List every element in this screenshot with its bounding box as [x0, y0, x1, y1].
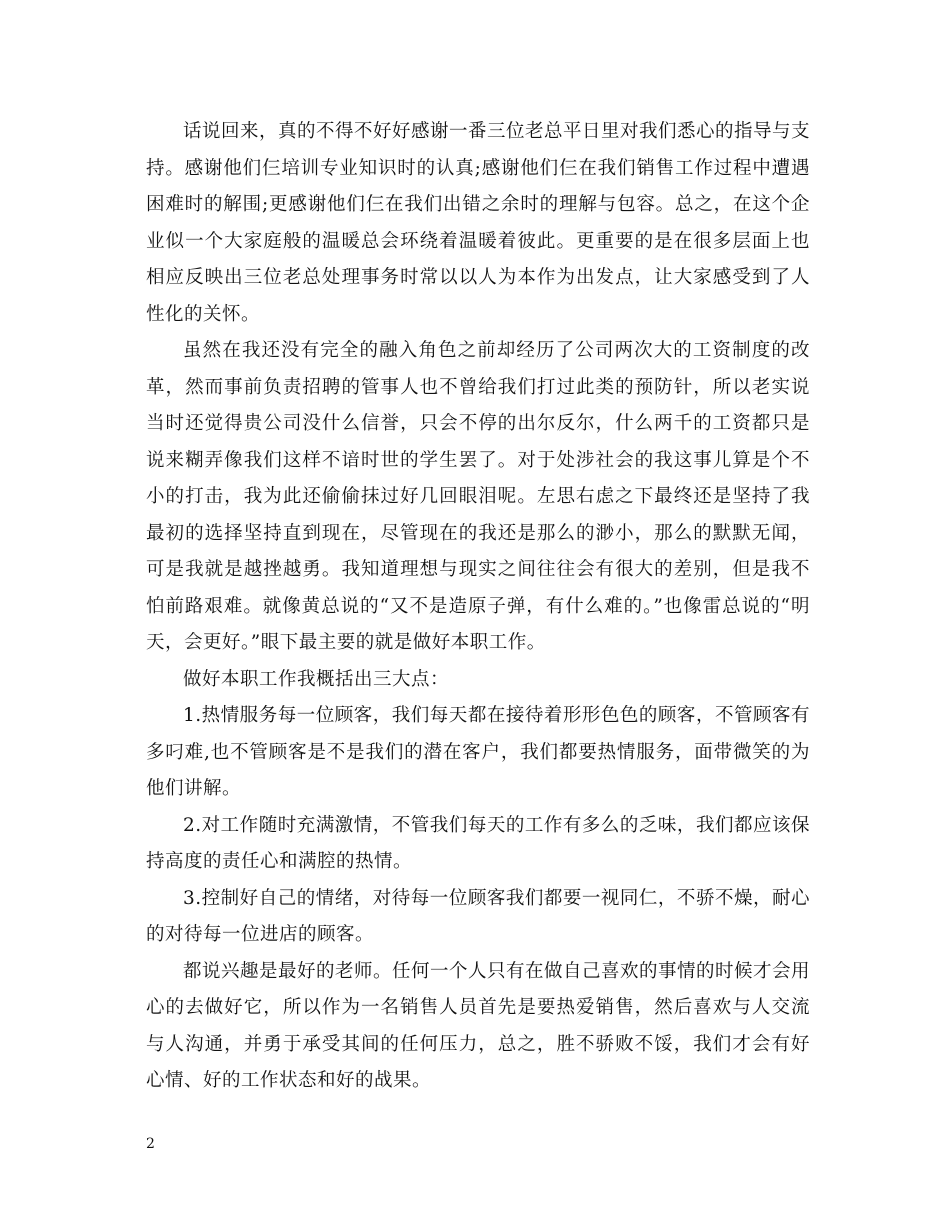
list-item-point-2: 2.对工作随时充满激情，不管我们每天的工作有多么的乏味，我们都应该保持高度的责任心和满腔的热情。 [146, 814, 810, 872]
document-body [146, 114, 810, 1100]
paragraph-three-points-intro: 做好本职工作我概括出三大点： [183, 668, 450, 690]
list-item-point-1: 1.热情服务每一位顾客，我们每天都在接待着形形色色的顾客，不管顾客有多叼难,也不管顾客是不是我们的潜在客户，我们都要热情服务，面带微笑的为他们讲解。 [146, 705, 810, 799]
paragraph-gratitude: 话说回来，真的不得不好好感谢一番三位老总平日里对我们悉心的指导与支持。感谢他们仨培训专业知识时的认真;感谢他们仨在我们销售工作过程中遭遇困难时的解围;更感谢他们仨在我们出错之余时的理解与包容。总之，在这个企业似一个大家庭般的温暖总会环绕着温暖着彼此。更重要的是在很多层面上也相应反映出三位老总处理事务时常以以人为本作为出发点，让大家感受到了人性化的关怀。 [146, 121, 811, 325]
paragraph-interest: 都说兴趣是最好的老师。任何一个人只有在做自己喜欢的事情的时候才会用心的去做好它，所以作为一名销售人员首先是要热爱销售，然后喜欢与人交流与人沟通，并勇于承受其间的任何压力，总之，胜不骄败不馁，我们才会有好心情、好的工作状态和好的战果。 [146, 960, 811, 1091]
list-item-point-3: 3.控制好自己的情绪，对待每一位顾客我们都要一视同仁，不骄不燥，耐心的对待每一位进店的顾客。 [146, 887, 810, 945]
page-number: 2 [146, 1136, 155, 1152]
paragraph-experience: 虽然在我还没有完全的融入角色之前却经历了公司两次大的工资制度的改革，然而事前负责招聘的管事人也不曾给我们打过此类的预防针，所以老实说当时还觉得贵公司没什么信誉，只会不停的出尔反尔，什么两千的工资都只是说来糊弄像我们这样不谙时世的学生罢了。对于处涉社会的我这事儿算是个不小的打击，我为此还偷偷抹过好几回眼泪呢。左思右虑之下最终还是坚持了我最初的选择坚持直到现在，尽管现在的我还是那么的渺小，那么的默默无闻，可是我就是越挫越勇。我知道理想与现实之间往往会有很大的差别，但是我不怕前路艰难。就像黄总说的“又不是造原子弹，有什么难的。”也像雷总说的“明天，会更好。”眼下最主要的就是做好本职工作。 [146, 340, 810, 653]
